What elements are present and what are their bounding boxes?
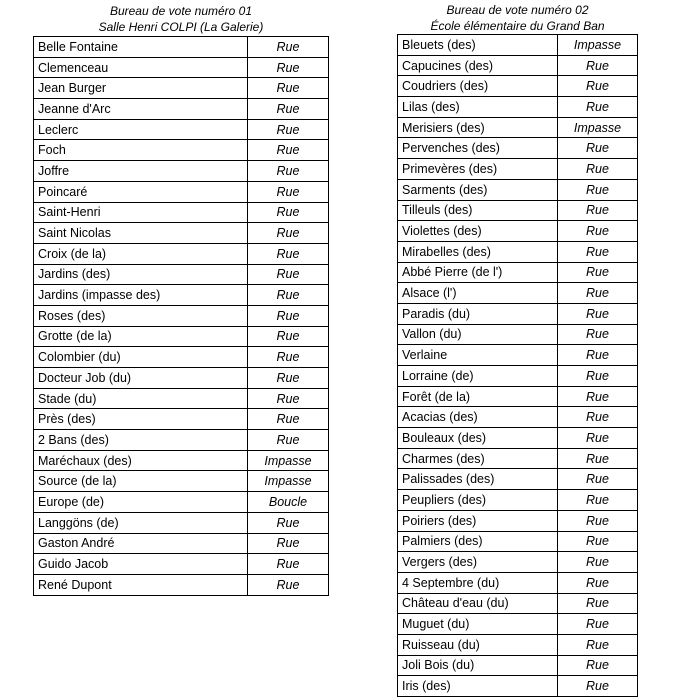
street-type: Rue — [558, 510, 638, 531]
street-type: Rue — [558, 97, 638, 118]
street-name: Belle Fontaine — [34, 37, 248, 58]
street-type: Rue — [558, 200, 638, 221]
table-row — [398, 159, 638, 180]
table-row — [398, 655, 638, 676]
table-row — [34, 326, 329, 347]
street-type: Rue — [248, 243, 329, 264]
table-row — [398, 593, 638, 614]
table-row — [34, 533, 329, 554]
table-row — [34, 243, 329, 264]
table-row — [398, 634, 638, 655]
street-type: Rue — [558, 407, 638, 428]
street-name: 4 Septembre (du) — [398, 572, 558, 593]
street-type: Rue — [248, 512, 329, 533]
table-row — [34, 119, 329, 140]
table-row — [34, 285, 329, 306]
street-type: Rue — [558, 366, 638, 387]
street-name: 2 Bans (des) — [34, 430, 248, 451]
table-row — [398, 572, 638, 593]
street-name: Poiriers (des) — [398, 510, 558, 531]
street-name: René Dupont — [34, 574, 248, 595]
table-row — [34, 368, 329, 389]
street-type: Rue — [558, 76, 638, 97]
street-name: Jardins (des) — [34, 264, 248, 285]
bureau-02-street-table — [397, 34, 638, 697]
table-row — [34, 202, 329, 223]
street-name: Ruisseau (du) — [398, 634, 558, 655]
street-type: Rue — [248, 99, 329, 120]
street-name: Joffre — [34, 161, 248, 182]
street-name: Château d'eau (du) — [398, 593, 558, 614]
street-name: Lorraine (de) — [398, 366, 558, 387]
table-row — [398, 614, 638, 635]
street-type: Rue — [558, 655, 638, 676]
street-name: Lilas (des) — [398, 97, 558, 118]
table-row — [398, 262, 638, 283]
street-name: Acacias (des) — [398, 407, 558, 428]
street-name: Leclerc — [34, 119, 248, 140]
street-type: Rue — [558, 676, 638, 697]
table-row — [398, 407, 638, 428]
street-name: Bleuets (des) — [398, 35, 558, 56]
street-name: Croix (de la) — [34, 243, 248, 264]
street-type: Rue — [558, 469, 638, 490]
street-type: Rue — [558, 386, 638, 407]
street-name: Charmes (des) — [398, 448, 558, 469]
street-type: Rue — [558, 490, 638, 511]
street-name: Foch — [34, 140, 248, 161]
street-name: Jardins (impasse des) — [34, 285, 248, 306]
street-name: Peupliers (des) — [398, 490, 558, 511]
street-type: Rue — [558, 221, 638, 242]
street-type: Rue — [558, 614, 638, 635]
table-row — [34, 388, 329, 409]
table-row — [398, 366, 638, 387]
street-name: Merisiers (des) — [398, 117, 558, 138]
street-name: Tilleuls (des) — [398, 200, 558, 221]
street-type: Rue — [248, 430, 329, 451]
street-name: Près (des) — [34, 409, 248, 430]
bureau-01-location: Salle Henri COLPI (La Galerie) — [98, 20, 264, 34]
street-type: Rue — [248, 161, 329, 182]
table-row — [34, 99, 329, 120]
street-name: Verlaine — [398, 345, 558, 366]
street-name: Poincaré — [34, 181, 248, 202]
street-type: Rue — [558, 283, 638, 304]
table-row — [398, 428, 638, 449]
street-type: Rue — [558, 55, 638, 76]
table-row — [398, 448, 638, 469]
table-row — [398, 386, 638, 407]
street-name: Forêt (de la) — [398, 386, 558, 407]
table-row — [398, 35, 638, 56]
table-row — [34, 347, 329, 368]
table-row — [398, 97, 638, 118]
street-type: Impasse — [248, 471, 329, 492]
street-name: Pervenches (des) — [398, 138, 558, 159]
table-row — [34, 78, 329, 99]
street-name: Paradis (du) — [398, 303, 558, 324]
street-type: Rue — [558, 593, 638, 614]
table-row — [34, 430, 329, 451]
street-name: Clemenceau — [34, 57, 248, 78]
table-row — [398, 303, 638, 324]
street-name: Muguet (du) — [398, 614, 558, 635]
street-type: Rue — [248, 264, 329, 285]
street-type: Rue — [248, 181, 329, 202]
street-name: Abbé Pierre (de l') — [398, 262, 558, 283]
street-name: Colombier (du) — [34, 347, 248, 368]
street-name: Capucines (des) — [398, 55, 558, 76]
bureau-02-location: École élémentaire du Grand Ban — [430, 19, 605, 33]
street-type: Rue — [558, 428, 638, 449]
street-name: Maréchaux (des) — [34, 450, 248, 471]
street-type: Rue — [248, 368, 329, 389]
street-type: Rue — [248, 574, 329, 595]
street-type: Impasse — [558, 117, 638, 138]
street-name: Saint-Henri — [34, 202, 248, 223]
table-row — [34, 450, 329, 471]
street-type: Rue — [558, 572, 638, 593]
street-name: Source (de la) — [34, 471, 248, 492]
table-row — [398, 241, 638, 262]
street-type: Rue — [248, 305, 329, 326]
street-name: Palissades (des) — [398, 469, 558, 490]
table-row — [34, 161, 329, 182]
table-row — [34, 574, 329, 595]
table-row — [398, 200, 638, 221]
street-name: Bouleaux (des) — [398, 428, 558, 449]
bureau-02-section — [397, 0, 638, 697]
street-type: Rue — [558, 262, 638, 283]
table-row — [398, 76, 638, 97]
table-row — [34, 264, 329, 285]
table-row — [34, 471, 329, 492]
table-row — [398, 490, 638, 511]
street-type: Rue — [248, 57, 329, 78]
street-name: Primevères (des) — [398, 159, 558, 180]
street-type: Rue — [248, 223, 329, 244]
street-name: Gaston André — [34, 533, 248, 554]
street-name: Palmiers (des) — [398, 531, 558, 552]
street-type: Rue — [248, 37, 329, 58]
street-type: Rue — [558, 159, 638, 180]
street-type: Rue — [558, 303, 638, 324]
bureau-02-rows — [398, 35, 638, 697]
street-type: Rue — [248, 388, 329, 409]
street-name: Roses (des) — [34, 305, 248, 326]
street-name: Langgöns (de) — [34, 512, 248, 533]
street-type: Impasse — [248, 450, 329, 471]
street-type: Rue — [248, 140, 329, 161]
table-row — [398, 345, 638, 366]
table-row — [398, 531, 638, 552]
street-type: Rue — [248, 533, 329, 554]
bureau-02-caption — [397, 0, 638, 34]
table-row — [34, 223, 329, 244]
street-name: Europe (de) — [34, 492, 248, 513]
street-name: Guido Jacob — [34, 554, 248, 575]
table-row — [398, 469, 638, 490]
table-row — [34, 37, 329, 58]
street-type: Rue — [248, 78, 329, 99]
table-row — [398, 552, 638, 573]
table-row — [34, 512, 329, 533]
street-name: Vergers (des) — [398, 552, 558, 573]
street-name: Jeanne d'Arc — [34, 99, 248, 120]
table-row — [34, 409, 329, 430]
street-name: Stade (du) — [34, 388, 248, 409]
table-row — [398, 138, 638, 159]
bureau-02-title: Bureau de vote numéro 02 — [446, 3, 589, 17]
table-row — [34, 140, 329, 161]
street-type: Rue — [558, 634, 638, 655]
table-row — [398, 179, 638, 200]
table-row — [34, 57, 329, 78]
street-type: Rue — [558, 179, 638, 200]
street-type: Rue — [558, 138, 638, 159]
bureau-01-street-table — [33, 36, 329, 596]
table-row — [398, 283, 638, 304]
street-type: Impasse — [558, 35, 638, 56]
street-type: Rue — [248, 347, 329, 368]
street-type: Rue — [558, 345, 638, 366]
bureau-01-rows — [34, 37, 329, 596]
street-name: Grotte (de la) — [34, 326, 248, 347]
street-type: Rue — [248, 326, 329, 347]
street-name: Violettes (des) — [398, 221, 558, 242]
bureau-01-title: Bureau de vote numéro 01 — [109, 4, 253, 18]
street-name: Iris (des) — [398, 676, 558, 697]
street-name: Jean Burger — [34, 78, 248, 99]
table-row — [34, 181, 329, 202]
street-name: Vallon (du) — [398, 324, 558, 345]
street-type: Rue — [248, 202, 329, 223]
street-type: Rue — [248, 119, 329, 140]
street-type: Rue — [248, 285, 329, 306]
table-row — [398, 324, 638, 345]
street-type: Boucle — [248, 492, 329, 513]
bureau-01-section — [33, 0, 329, 596]
bureau-01-caption — [33, 0, 329, 36]
table-row — [398, 221, 638, 242]
table-row — [398, 55, 638, 76]
table-row — [34, 305, 329, 326]
street-name: Sarments (des) — [398, 179, 558, 200]
street-name: Mirabelles (des) — [398, 241, 558, 262]
table-row — [34, 492, 329, 513]
street-type: Rue — [558, 448, 638, 469]
table-row — [34, 554, 329, 575]
street-name: Saint Nicolas — [34, 223, 248, 244]
street-name: Joli Bois (du) — [398, 655, 558, 676]
table-row — [398, 117, 638, 138]
street-type: Rue — [248, 409, 329, 430]
street-name: Alsace (l') — [398, 283, 558, 304]
street-type: Rue — [248, 554, 329, 575]
street-name: Coudriers (des) — [398, 76, 558, 97]
table-row — [398, 510, 638, 531]
street-type: Rue — [558, 241, 638, 262]
table-row — [398, 676, 638, 697]
street-type: Rue — [558, 531, 638, 552]
street-name: Docteur Job (du) — [34, 368, 248, 389]
street-type: Rue — [558, 324, 638, 345]
street-type: Rue — [558, 552, 638, 573]
